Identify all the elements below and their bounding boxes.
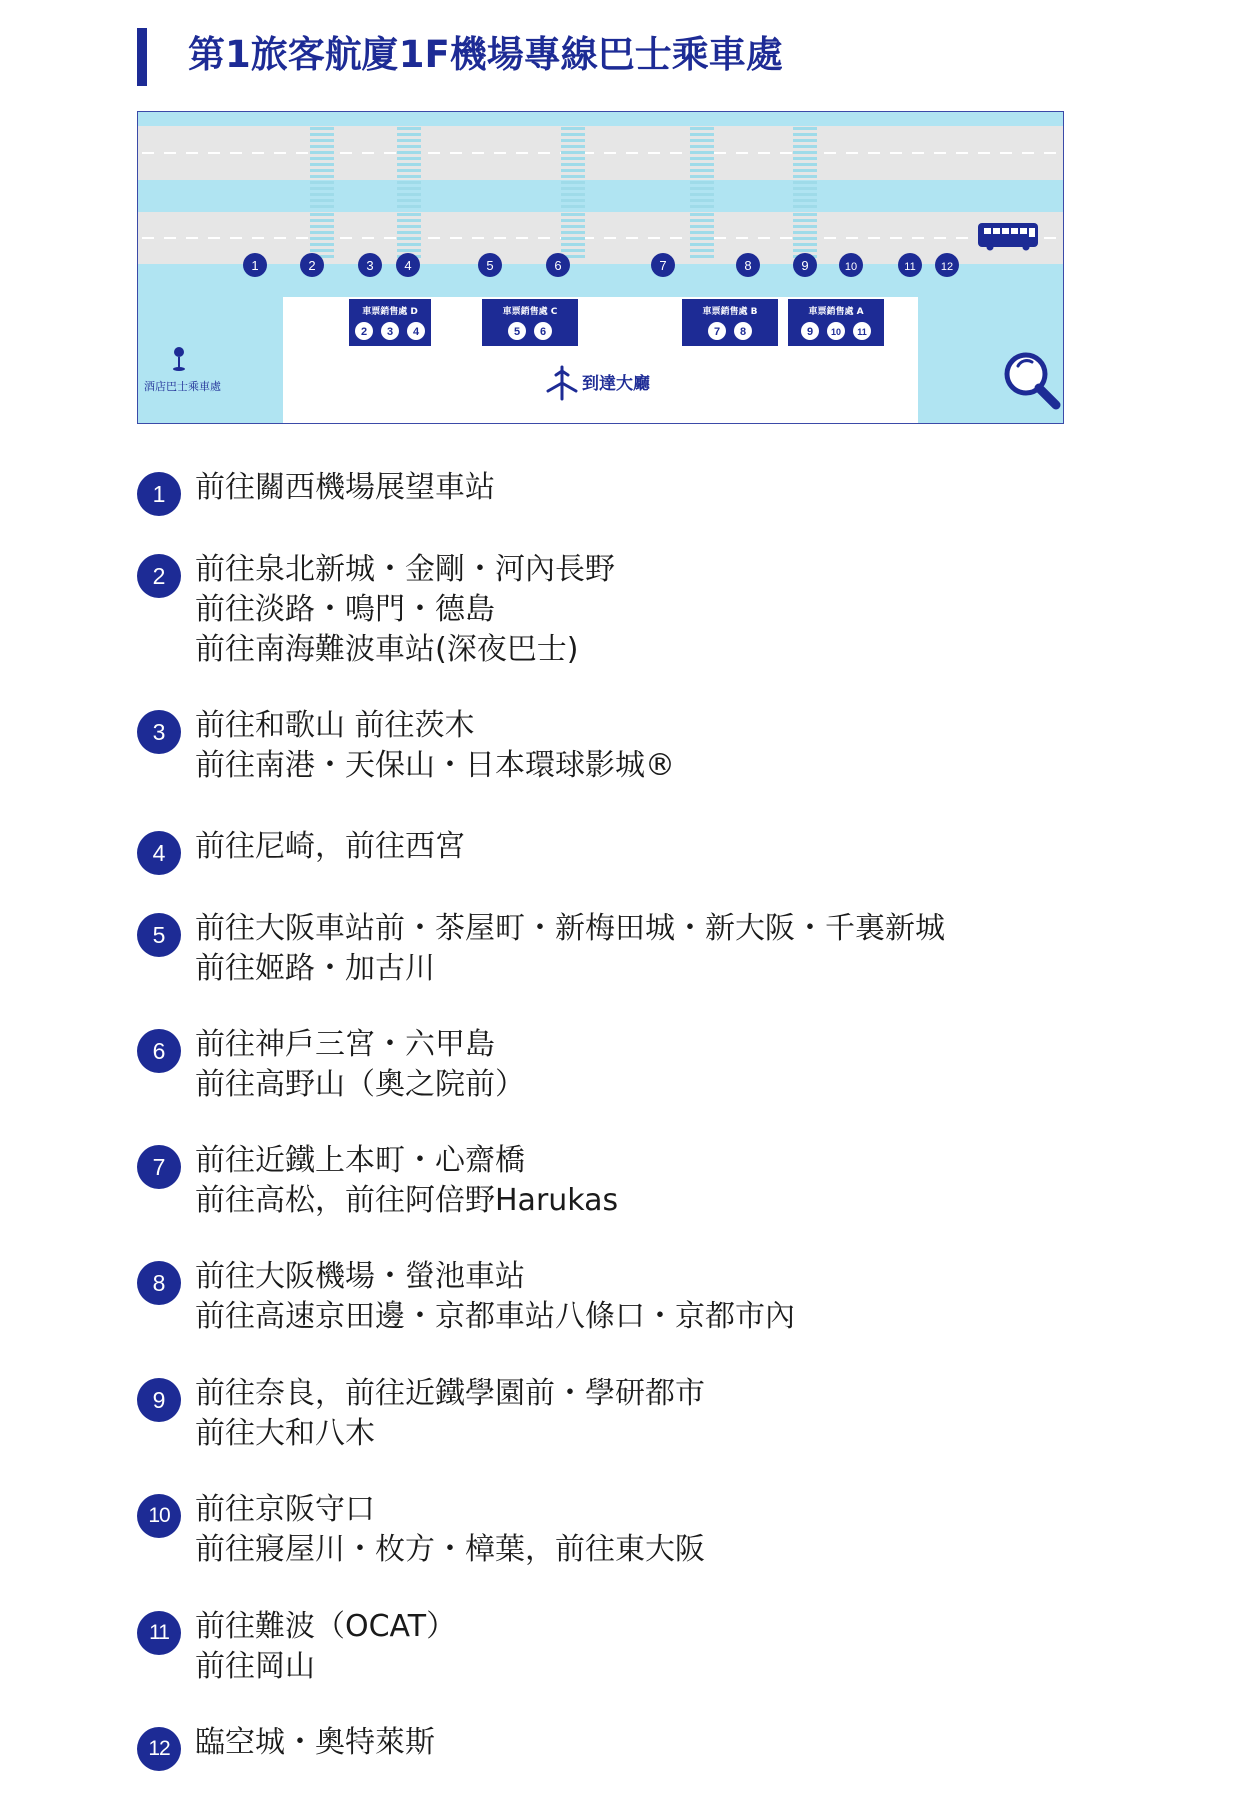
- ticket-booth-label: 車票銷售處 C: [502, 307, 558, 317]
- route-destination-line: 前往大和八木: [195, 1416, 375, 1451]
- ticket-booth-stop-number: 6: [539, 326, 547, 338]
- bus-icon: [978, 223, 1038, 251]
- ticket-booth-label: 車票銷售處 D: [362, 307, 418, 317]
- crosswalk-stripe: [690, 151, 714, 154]
- bus-stop-5[interactable]: [478, 253, 502, 277]
- bus-stop-number: 9: [801, 258, 809, 273]
- route-destination-line: 前往寢屋川・枚方・樟葉，前往東大阪: [195, 1532, 705, 1567]
- crosswalk-stripe: [310, 175, 334, 178]
- crosswalk-stripe: [397, 231, 421, 234]
- route-destination-line: 前往京阪守口: [195, 1492, 375, 1527]
- ticket-booth-stop-number: 7: [713, 326, 721, 338]
- crosswalk-stripe: [793, 169, 817, 172]
- crosswalk-stripe: [310, 193, 334, 196]
- crosswalk-stripe: [397, 225, 421, 228]
- crosswalk-stripe: [690, 133, 714, 136]
- bus-stop-number: 5: [486, 258, 494, 273]
- ticket-booth[interactable]: [788, 299, 884, 346]
- crosswalk-stripe: [310, 163, 334, 166]
- crosswalk-stripe: [690, 205, 714, 208]
- bus-stop-number: 2: [308, 258, 316, 273]
- crosswalk-stripe: [690, 193, 714, 196]
- bus-stop-number: 10: [844, 261, 858, 273]
- crosswalk-stripe: [793, 193, 817, 196]
- crosswalk-stripe: [397, 193, 421, 196]
- crosswalk-stripe: [690, 213, 714, 216]
- crosswalk-stripe: [310, 205, 334, 208]
- title-accent-bar: [137, 28, 147, 86]
- route-destination-line: 前往高速京田邊・京都車站八條口・京都市內: [195, 1299, 795, 1334]
- bus-stop-9[interactable]: [793, 253, 817, 277]
- crosswalk-stripe: [561, 127, 585, 130]
- crosswalk-stripe: [793, 187, 817, 190]
- crosswalk-stripe: [397, 205, 421, 208]
- route-number-badge: 4: [137, 831, 181, 875]
- crosswalk-stripe: [310, 219, 334, 222]
- crosswalk-stripe: [310, 231, 334, 234]
- route-number-badge: 12: [137, 1727, 181, 1771]
- magnifier-icon[interactable]: [1007, 355, 1056, 405]
- crosswalk-stripe: [690, 181, 714, 184]
- crosswalk-stripe: [310, 181, 334, 184]
- bus-stop-number: 12: [940, 261, 954, 273]
- bus-stop-11[interactable]: [898, 253, 922, 277]
- route-destination-line: 前往關西機場展望車站: [195, 470, 495, 505]
- route-destinations: [195, 909, 945, 989]
- ticket-booth-stop-number: 9: [806, 326, 814, 338]
- crosswalk-stripe: [397, 175, 421, 178]
- route-destination-line: 臨空城・奧特萊斯: [195, 1725, 435, 1760]
- bus-stop-6[interactable]: [546, 253, 570, 277]
- crosswalk-stripe: [397, 169, 421, 172]
- crosswalk-stripe: [561, 181, 585, 184]
- crosswalk-stripe: [793, 151, 817, 154]
- crosswalk-stripe: [310, 213, 334, 216]
- crosswalk-stripe: [397, 139, 421, 142]
- crosswalk-stripe: [690, 139, 714, 142]
- crosswalk-stripe: [793, 163, 817, 166]
- pin-icon: [173, 347, 185, 371]
- route-destination-line: 前往神戶三宮・六甲島: [195, 1027, 495, 1062]
- ticket-booth-stop-number: 8: [739, 326, 747, 338]
- crosswalk-stripe: [793, 199, 817, 202]
- crosswalk-stripe: [397, 219, 421, 222]
- route-destination-line: 前往淡路・鳴門・德島: [195, 592, 495, 627]
- crosswalk-stripe: [793, 127, 817, 130]
- ticket-booth-label: 車票銷售處 B: [702, 307, 758, 317]
- crosswalk-stripe: [310, 145, 334, 148]
- route-destination-line: 前往和歌山 前往茨木: [195, 708, 475, 743]
- route-number-badge: 9: [137, 1378, 181, 1422]
- crosswalk-stripe: [561, 231, 585, 234]
- crosswalk-stripe: [397, 133, 421, 136]
- route-destination-line: 前往泉北新城・金剛・河內長野: [195, 552, 615, 587]
- crosswalk-stripe: [561, 237, 585, 240]
- crosswalk-stripe: [690, 231, 714, 234]
- crosswalk-stripe: [793, 205, 817, 208]
- bus-stop-number: 7: [659, 258, 667, 273]
- crosswalk-stripe: [793, 133, 817, 136]
- crosswalk-stripe: [793, 243, 817, 246]
- crosswalk-stripe: [793, 157, 817, 160]
- route-number-badge: 5: [137, 913, 181, 957]
- route-number-badge: 8: [137, 1261, 181, 1305]
- bus-stop-12[interactable]: [935, 253, 959, 277]
- route-number-badge: 1: [137, 472, 181, 516]
- crosswalk-stripe: [793, 225, 817, 228]
- crosswalk-stripe: [310, 199, 334, 202]
- bus-stop-3[interactable]: [358, 253, 382, 277]
- ticket-booth[interactable]: [682, 299, 778, 346]
- route-destinations: [195, 468, 495, 508]
- crosswalk-stripe: [397, 127, 421, 130]
- crosswalk-stripe: [397, 213, 421, 216]
- crosswalk-stripe: [793, 219, 817, 222]
- crosswalk-stripe: [793, 237, 817, 240]
- crosswalk-stripe: [793, 145, 817, 148]
- crosswalk-stripe: [690, 127, 714, 130]
- crosswalk-stripe: [561, 175, 585, 178]
- bus-stop-number: 11: [904, 261, 916, 273]
- crosswalk-stripe: [310, 151, 334, 154]
- route-destinations: [195, 1141, 618, 1221]
- ticket-booth-stop-number: 2: [360, 326, 368, 338]
- crosswalk-stripe: [561, 157, 585, 160]
- ticket-booth-label: 車票銷售處 A: [808, 307, 864, 317]
- route-destinations: [195, 1723, 435, 1763]
- crosswalk-stripe: [561, 199, 585, 202]
- crosswalk-stripe: [561, 163, 585, 166]
- bus-stop-4[interactable]: [396, 253, 420, 277]
- crosswalk-stripe: [690, 249, 714, 252]
- route-destinations: [195, 1374, 705, 1454]
- ticket-booth-stop-number: 5: [513, 326, 521, 338]
- arrival-hall-label: 到達大廳: [582, 374, 650, 394]
- crosswalk-stripe: [793, 139, 817, 142]
- bus-stop-number: 8: [744, 258, 752, 273]
- bus-stop-1[interactable]: [243, 253, 267, 277]
- route-number-badge: 11: [137, 1611, 181, 1655]
- route-destinations: [195, 550, 615, 670]
- bus-stop-number: 1: [251, 258, 259, 273]
- ticket-booth-stop-number: 3: [386, 326, 394, 338]
- bus-stop-number: 6: [554, 258, 562, 273]
- crosswalk-stripe: [690, 157, 714, 160]
- crosswalk-stripe: [561, 139, 585, 142]
- crosswalk-stripe: [310, 237, 334, 240]
- route-number-badge: 7: [137, 1145, 181, 1189]
- crosswalk-stripe: [397, 157, 421, 160]
- crosswalk-stripe: [690, 145, 714, 148]
- route-destination-line: 前往難波（OCAT）: [195, 1609, 457, 1644]
- crosswalk-stripe: [561, 133, 585, 136]
- crosswalk-stripe: [310, 127, 334, 130]
- crosswalk-stripe: [310, 139, 334, 142]
- bus-stop-8[interactable]: [736, 253, 760, 277]
- crosswalk-stripe: [561, 243, 585, 246]
- route-destination-line: 前往奈良，前往近鐵學園前・學研都市: [195, 1376, 705, 1411]
- crosswalk-stripe: [397, 237, 421, 240]
- crosswalk-stripe: [690, 187, 714, 190]
- crosswalk-stripe: [397, 145, 421, 148]
- crosswalk-stripe: [397, 249, 421, 252]
- route-destination-line: 前往尼崎，前往西宮: [195, 829, 465, 864]
- route-destination-line: 前往南海難波車站(深夜巴士): [195, 632, 579, 667]
- crosswalk-stripe: [310, 157, 334, 160]
- crosswalk-stripe: [310, 225, 334, 228]
- route-destination-line: 前往大阪車站前・茶屋町・新梅田城・新大阪・千裏新城: [195, 911, 945, 946]
- crosswalk-stripe: [690, 219, 714, 222]
- crosswalk-stripe: [397, 163, 421, 166]
- ticket-booth-stop-number: 11: [857, 327, 867, 337]
- crosswalk-stripe: [561, 219, 585, 222]
- route-destinations: [195, 706, 675, 786]
- crosswalk-stripe: [561, 145, 585, 148]
- route-destination-line: 前往近鐵上本町・心齋橋: [195, 1143, 525, 1178]
- ticket-booth-stop-number: 10: [830, 327, 842, 337]
- crosswalk-stripe: [793, 181, 817, 184]
- crosswalk-stripe: [690, 255, 714, 258]
- bus-stop-number: 4: [404, 258, 412, 273]
- route-destination-line: 前往高松，前往阿倍野Harukas: [195, 1183, 619, 1218]
- route-destination-line: 前往大阪機場・螢池車站: [195, 1259, 525, 1294]
- crosswalk-stripe: [561, 151, 585, 154]
- route-destinations: [195, 1025, 525, 1105]
- ticket-booth[interactable]: [349, 299, 431, 346]
- crosswalk-stripe: [793, 213, 817, 216]
- route-destinations: [195, 1607, 456, 1687]
- route-destination-line: 前往高野山（奧之院前）: [195, 1067, 525, 1102]
- crosswalk-stripe: [561, 205, 585, 208]
- crosswalk-stripe: [690, 243, 714, 246]
- crosswalk-stripe: [310, 169, 334, 172]
- route-destinations: [195, 1257, 795, 1337]
- crosswalk-stripe: [793, 231, 817, 234]
- crosswalk-stripe: [690, 237, 714, 240]
- route-number-badge: 3: [137, 710, 181, 754]
- crosswalk-stripe: [690, 199, 714, 202]
- crosswalk-stripe: [561, 249, 585, 252]
- route-number-badge: 6: [137, 1029, 181, 1073]
- route-number-badge: 10: [137, 1494, 181, 1538]
- ticket-booth[interactable]: [482, 299, 578, 346]
- crosswalk-stripe: [310, 187, 334, 190]
- crosswalk-stripe: [690, 175, 714, 178]
- crosswalk-stripe: [397, 199, 421, 202]
- route-destination-line: 前往岡山: [195, 1649, 315, 1684]
- hotel-bus-stop-label: 酒店巴士乘車處: [144, 380, 221, 393]
- terminal-map[interactable]: [137, 111, 1064, 424]
- crosswalk-stripe: [561, 213, 585, 216]
- crosswalk-stripe: [310, 249, 334, 252]
- crosswalk-stripe: [397, 243, 421, 246]
- route-destination-line: 前往南港・天保山・日本環球影城®: [195, 748, 675, 783]
- crosswalk-stripe: [310, 133, 334, 136]
- route-destination-line: 前往姬路・加古川: [195, 951, 435, 986]
- bus-stop-2[interactable]: [300, 253, 324, 277]
- route-destinations: [195, 1490, 705, 1570]
- crosswalk-stripe: [397, 181, 421, 184]
- crosswalk-stripe: [793, 175, 817, 178]
- crosswalk-stripe: [397, 187, 421, 190]
- crosswalk-stripe: [561, 193, 585, 196]
- crosswalk-stripe: [397, 151, 421, 154]
- route-number-badge: 2: [137, 554, 181, 598]
- crosswalk-stripe: [690, 225, 714, 228]
- crosswalk-stripe: [561, 225, 585, 228]
- crosswalk-stripe: [561, 187, 585, 190]
- bus-stop-number: 3: [366, 258, 374, 273]
- bus-stop-7[interactable]: [651, 253, 675, 277]
- crosswalk-stripe: [561, 169, 585, 172]
- page-title: 第1旅客航廈1F機場專線巴士乘車處: [188, 33, 783, 76]
- ticket-booth-stop-number: 4: [412, 326, 420, 338]
- crosswalk-stripe: [310, 243, 334, 246]
- crosswalk-stripe: [690, 163, 714, 166]
- crosswalk-stripe: [793, 249, 817, 252]
- bus-stop-10[interactable]: [839, 253, 863, 277]
- route-destinations: [195, 827, 465, 867]
- crosswalk-stripe: [690, 169, 714, 172]
